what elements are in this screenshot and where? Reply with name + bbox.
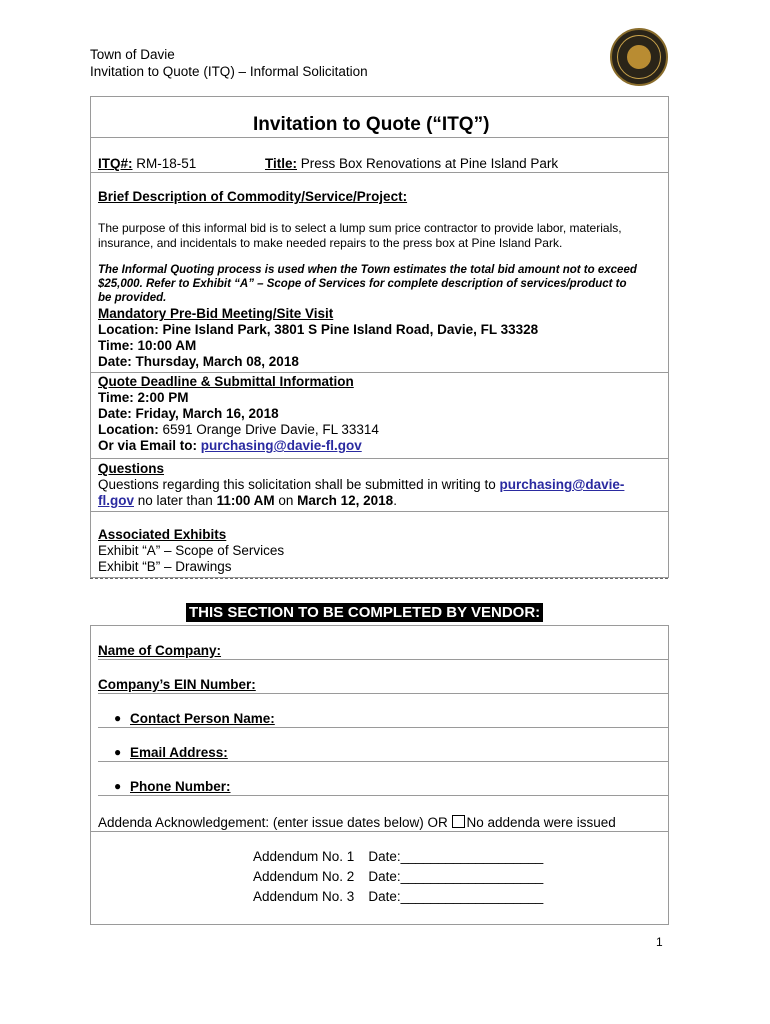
meeting-heading: Mandatory Pre-Bid Meeting/Site Visit bbox=[98, 306, 334, 321]
no-addenda-checkbox[interactable] bbox=[452, 815, 465, 828]
meeting-time: Time: 10:00 AM bbox=[98, 338, 197, 353]
addenda-acknowledgement bbox=[98, 815, 616, 832]
addendum-date-field[interactable]: Date:___________________ bbox=[368, 869, 544, 884]
exhibit-a: Exhibit “A” – Scope of Services bbox=[98, 543, 285, 558]
bullet-icon: ● bbox=[114, 745, 122, 759]
vendor-section-title: THIS SECTION TO BE COMPLETED BY VENDOR: bbox=[186, 603, 543, 622]
deadline-location-label: Location: bbox=[98, 422, 159, 437]
itq-number-label: ITQ#: bbox=[98, 156, 133, 171]
deadline-time: Time: 2:00 PM bbox=[98, 390, 189, 405]
description-note-3: be provided. bbox=[98, 292, 167, 304]
cut-line-divider bbox=[90, 578, 668, 579]
exhibit-b: Exhibit “B” – Drawings bbox=[98, 559, 232, 574]
description-heading: Brief Description of Commodity/Service/Project: bbox=[98, 189, 408, 204]
deadline-location bbox=[98, 422, 379, 439]
project-title bbox=[265, 156, 558, 173]
addenda-prefix: Addenda Acknowledgement: (enter issue dates below) OR bbox=[98, 815, 452, 830]
description-note-1: The Informal Quoting process is used when the Town estimates the total bid amount not to exceed bbox=[98, 264, 637, 276]
questions-email-link[interactable]: purchasing@davie- bbox=[499, 477, 625, 492]
document-header bbox=[90, 46, 368, 80]
questions-text-4: . bbox=[393, 493, 397, 508]
page-title: Invitation to Quote (“ITQ”) bbox=[253, 114, 490, 135]
divider-meeting bbox=[90, 372, 669, 373]
description-line-2: insurance, and incidentals to make needed repairs to the press box at Pine Island Park. bbox=[98, 236, 563, 250]
project-title-label: Title: bbox=[265, 156, 298, 171]
addendum-date-field[interactable]: Date:___________________ bbox=[368, 889, 544, 904]
town-seal-logo bbox=[610, 28, 668, 86]
questions-text-3: on bbox=[274, 493, 298, 508]
description-line-1: The purpose of this informal bid is to select a lump sum price contractor to provide labor, materials, bbox=[98, 221, 622, 235]
questions-email-link-cont[interactable]: fl.gov bbox=[98, 493, 134, 508]
addendum-row bbox=[253, 849, 543, 864]
meeting-location: Location: Pine Island Park, 3801 S Pine Island Road, Davie, FL 33328 bbox=[98, 322, 539, 337]
questions-text-2: no later than bbox=[134, 493, 217, 508]
addendum-label: Addendum No. 3 bbox=[253, 889, 355, 904]
deadline-email-link[interactable]: purchasing@davie-fl.gov bbox=[200, 438, 362, 453]
phone-number-field[interactable]: Phone Number: bbox=[130, 779, 231, 794]
deadline-email bbox=[98, 438, 362, 455]
questions-time: 11:00 AM bbox=[216, 493, 275, 508]
addendum-label: Addendum No. 2 bbox=[253, 869, 355, 884]
bullet-icon: ● bbox=[114, 711, 122, 725]
divider-title bbox=[90, 137, 669, 138]
questions-text: Questions regarding this solicitation shall be submitted in writing to bbox=[98, 477, 500, 492]
page-number: 1 bbox=[656, 935, 663, 949]
addenda-suffix: No addenda were issued bbox=[466, 815, 616, 830]
questions-heading: Questions bbox=[98, 461, 165, 476]
questions-line-2 bbox=[98, 493, 397, 510]
meeting-date: Date: Thursday, March 08, 2018 bbox=[98, 354, 299, 369]
addendum-label: Addendum No. 1 bbox=[253, 849, 355, 864]
addendum-date-field[interactable]: Date:___________________ bbox=[368, 849, 544, 864]
divider-questions bbox=[90, 511, 669, 512]
divider-deadline bbox=[90, 458, 669, 459]
addendum-row bbox=[253, 889, 543, 904]
itq-number-value: RM-18-51 bbox=[132, 156, 197, 171]
deadline-heading: Quote Deadline & Submittal Information bbox=[98, 374, 354, 389]
deadline-email-label: Or via Email to: bbox=[98, 438, 201, 453]
deadline-location-value: 6591 Orange Drive Davie, FL 33314 bbox=[158, 422, 379, 437]
ein-number-field[interactable]: Company’s EIN Number: bbox=[98, 677, 256, 692]
bullet-icon: ● bbox=[114, 779, 122, 793]
project-title-value: Press Box Renovations at Pine Island Park bbox=[297, 156, 559, 171]
questions-date: March 12, 2018 bbox=[297, 493, 394, 508]
contact-person-field[interactable]: Contact Person Name: bbox=[130, 711, 275, 726]
company-name-field[interactable]: Name of Company: bbox=[98, 643, 222, 658]
description-note-2: $25,000. Refer to Exhibit “A” – Scope of Services for complete description of services/product to bbox=[98, 278, 627, 290]
addendum-row bbox=[253, 869, 543, 884]
itq-number bbox=[98, 156, 196, 173]
email-address-field[interactable]: Email Address: bbox=[130, 745, 228, 760]
questions-line-1 bbox=[98, 477, 624, 494]
exhibits-heading: Associated Exhibits bbox=[98, 527, 227, 542]
header-subtitle: Invitation to Quote (ITQ) – Informal Solicitation bbox=[90, 64, 368, 79]
seal-emblem bbox=[627, 45, 651, 69]
header-town: Town of Davie bbox=[90, 47, 175, 62]
deadline-date: Date: Friday, March 16, 2018 bbox=[98, 406, 279, 421]
